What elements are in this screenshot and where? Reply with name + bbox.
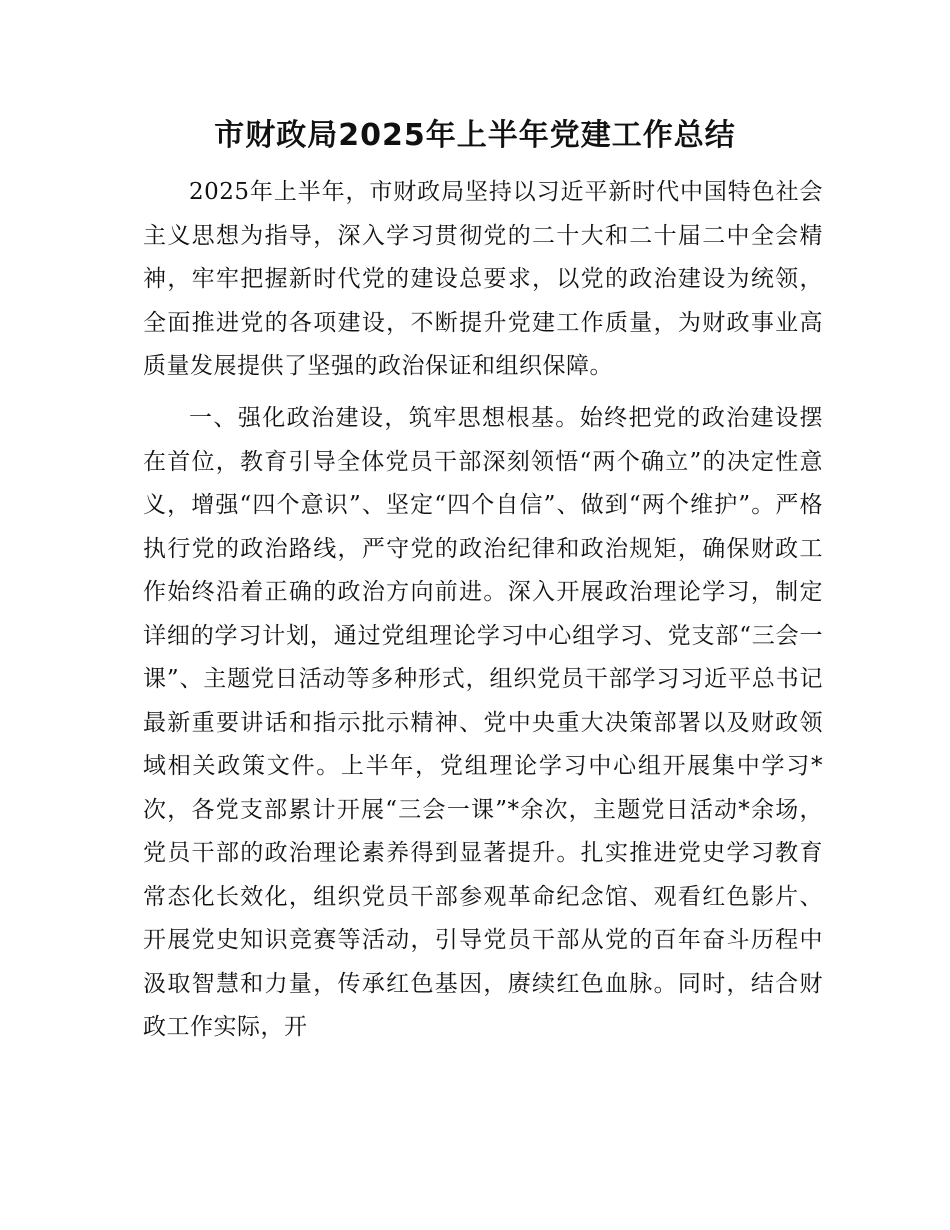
document-title: 市财政局2025年上半年党建工作总结 (214, 118, 736, 153)
section-one-paragraph: 一、强化政治建设，筑牢思想根基。始终把党的政治建设摆在首位，教育引导全体党员干部深刻领悟“两个确立”的决定性意义，增强“四个意识”、坚定“四个自信”、做到“两个维护”。严格执行党的政治路线，严守党的政治纪律和政治规矩，确保财政工作始终沿着正确的政治方向前进。深入开展政治理论学习，制定详细的学习计划，通过党组理论学习中心组学习、党支部“三会一课”、主题党日活动等多种形式，组织党员干部学习习近平总书记最新重要讲话和指示批示精神、党中央重大决策部署以及财政领域相关政策文件。上半年，党组理论学习中心组开展集中学习*次，各党支部累计开展“三会一课”*余次，主题党日活动*余场，党员干部的政治理论素养得到显著提升。扎实推进党史学习教育常态化长效化，组织党员干部参观革命纪念馆、观看红色影片、开展党史知识竞赛等活动，引导党员干部从党的百年奋斗历程中汲取智慧和力量，传承红色基因，赓续红色血脉。同时，结合财政工作实际，开 (143, 405, 823, 1040)
intro-paragraph: 2025年上半年，市财政局坚持以习近平新时代中国特色社会主义思想为指导，深入学习贯彻党的二十大和二十届二中全会精神，牢牢把握新时代党的建设总要求，以党的政治建设为统领，全面推进党的各项建设，不断提升党建工作质量，为财政事业高质量发展提供了坚强的政治保证和组织保障。 (143, 179, 823, 379)
